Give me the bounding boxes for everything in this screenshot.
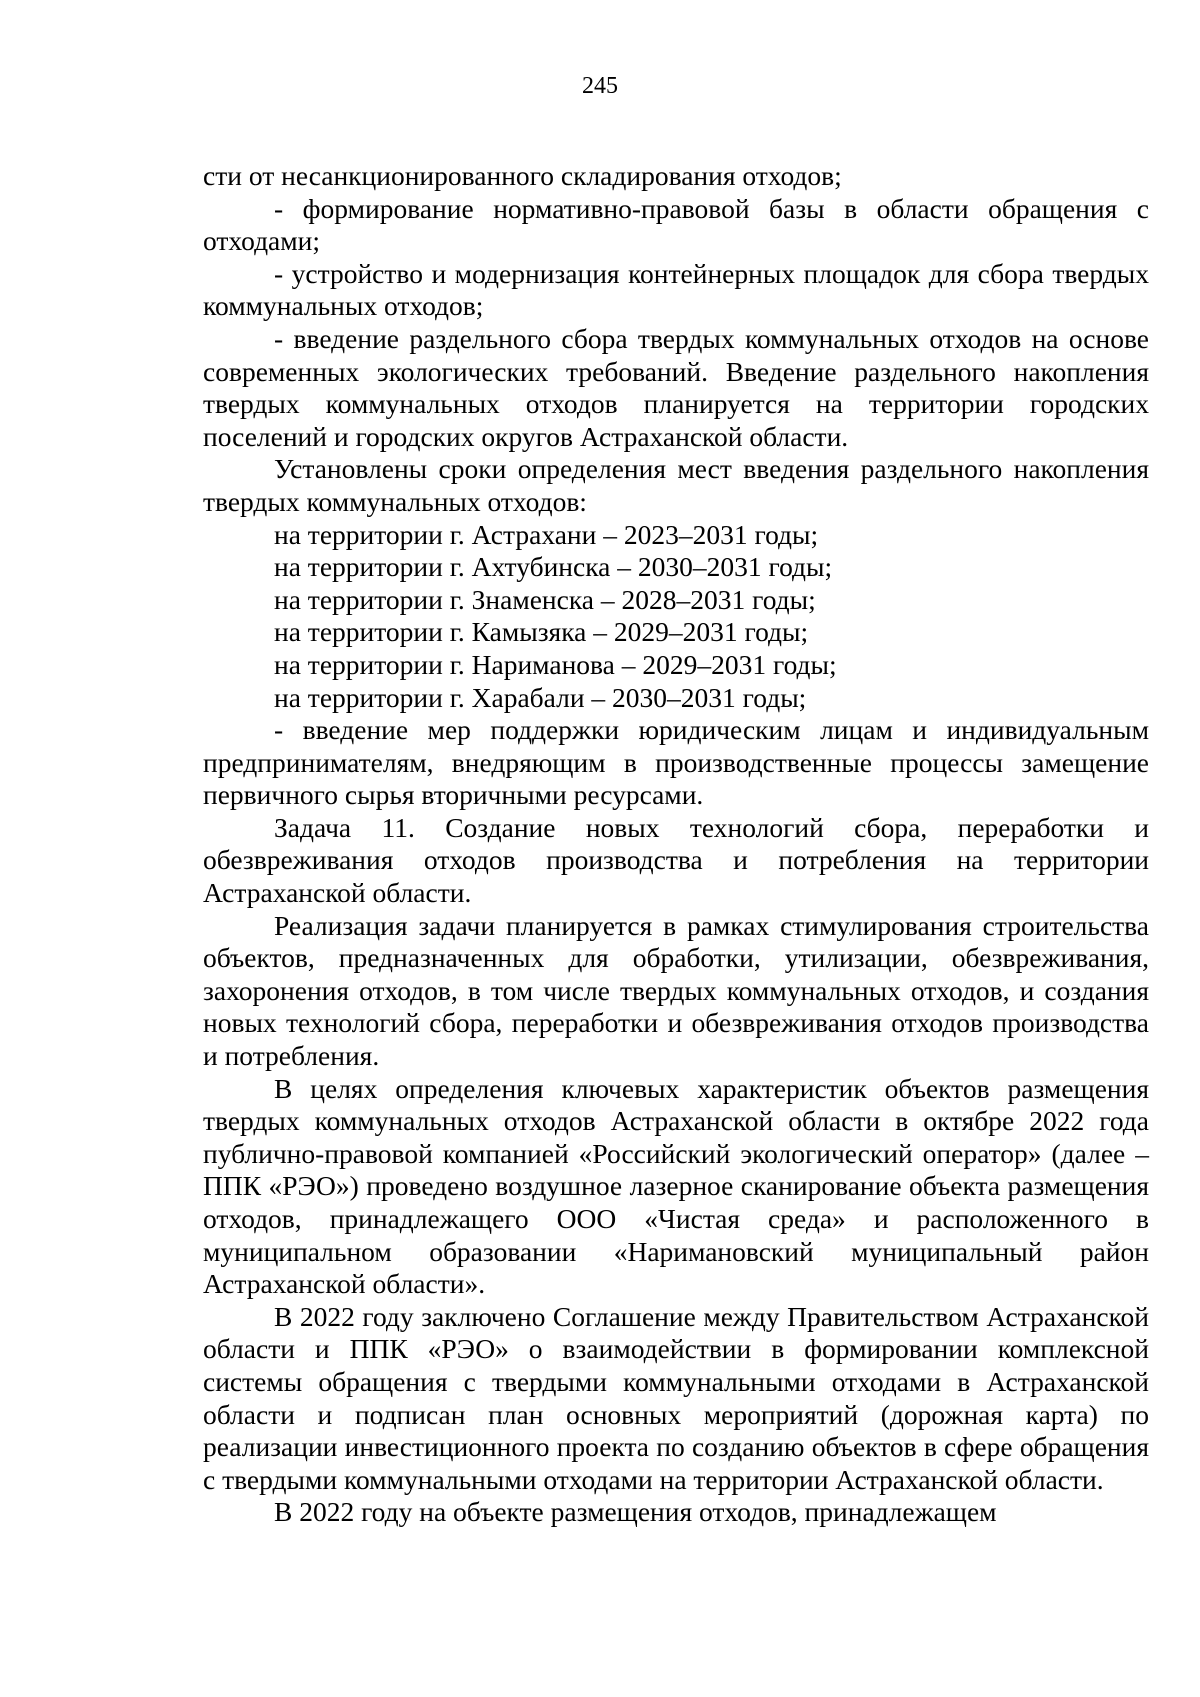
- list-item-narimanov: на территории г. Нариманова – 2029–2031 годы;: [274, 648, 837, 680]
- document-body: [203, 160, 1149, 1529]
- list-item-kamyzyak: на территории г. Камызяка – 2029–2031 годы;: [274, 616, 809, 648]
- paragraph-separate-collection: - введение раздельного сбора твердых коммунальных отходов на основе современных экологических требований. Введение раздельного накопления твердых коммунальных отходов планируется на территории городских поселений и городских округов Астраханской области.: [203, 322, 1149, 452]
- paragraph-task-11: Задача 11. Создание новых технологий сбора, переработки и обезвреживания отходов производства и потребления на территории Астраханской области.: [203, 811, 1149, 909]
- paragraph-deadlines-intro: Установлены сроки определения мест введения раздельного накопления твердых коммунальных отходов:: [203, 453, 1149, 517]
- paragraph-continuation: сти от несанкционированного складирования отходов;: [203, 160, 842, 191]
- paragraph-regulatory-base: - формирование нормативно-правовой базы в области обращения с отходами;: [203, 192, 1149, 257]
- list-item-akhtubinsk: на территории г. Ахтубинска – 2030–2031 годы;: [274, 551, 833, 583]
- list-item-astrakhan: на территории г. Астрахани – 2023–2031 годы;: [274, 518, 819, 550]
- list-item-znamensk: на территории г. Знаменска – 2028–2031 годы;: [274, 583, 816, 615]
- paragraph-task-implementation: Реализация задачи планируется в рамках стимулирования строительства объектов, предназначенных для обработки, утилизации, обезвреживания, захоронения отходов, в том числе твердых коммунальных отходов, и создания новых технологий сбора, переработки и обезвреживания отходов производства и потребления.: [203, 909, 1149, 1072]
- page-number: 245: [582, 73, 618, 99]
- paragraph-support-measures: - введение мер поддержки юридическим лицам и индивидуальным предпринимателям, внедряющим в производственные процессы замещение первичного сырья вторичными ресурсами.: [203, 714, 1149, 811]
- paragraph-agreement: В 2022 году заключено Соглашение между Правительством Астраханской области и ППК «РЭО» о взаимодействии в формировании комплексной системы обращения с твердыми коммунальными отходами в Астраханской области и подписан план основных мероприятий (дорожная карта) по реализации инвестиционного проекта по созданию объектов в сфере обращения с твердыми коммунальными отходами на территории Астраханской области.: [203, 1300, 1149, 1495]
- paragraph-final-fragment: В 2022 году на объекте размещения отходов, принадлежащем: [274, 1496, 997, 1528]
- paragraph-container-sites: - устройство и модернизация контейнерных площадок для сбора твердых коммунальных отходов;: [203, 257, 1149, 322]
- paragraph-laser-scanning: В целях определения ключевых характеристик объектов размещения твердых коммунальных отходов Астраханской области в октябре 2022 года публично-правовой компанией «Российский экологический оператор» (далее – ППК «РЭО») проведено воздушное лазерное сканирование объекта размещения отходов, принадлежащего ООО «Чистая среда» и расположенного в муниципальном образовании «Наримановский муниципальный район Астраханской области».: [203, 1072, 1149, 1300]
- list-item-kharabali: на территории г. Харабали – 2030–2031 годы;: [274, 681, 807, 713]
